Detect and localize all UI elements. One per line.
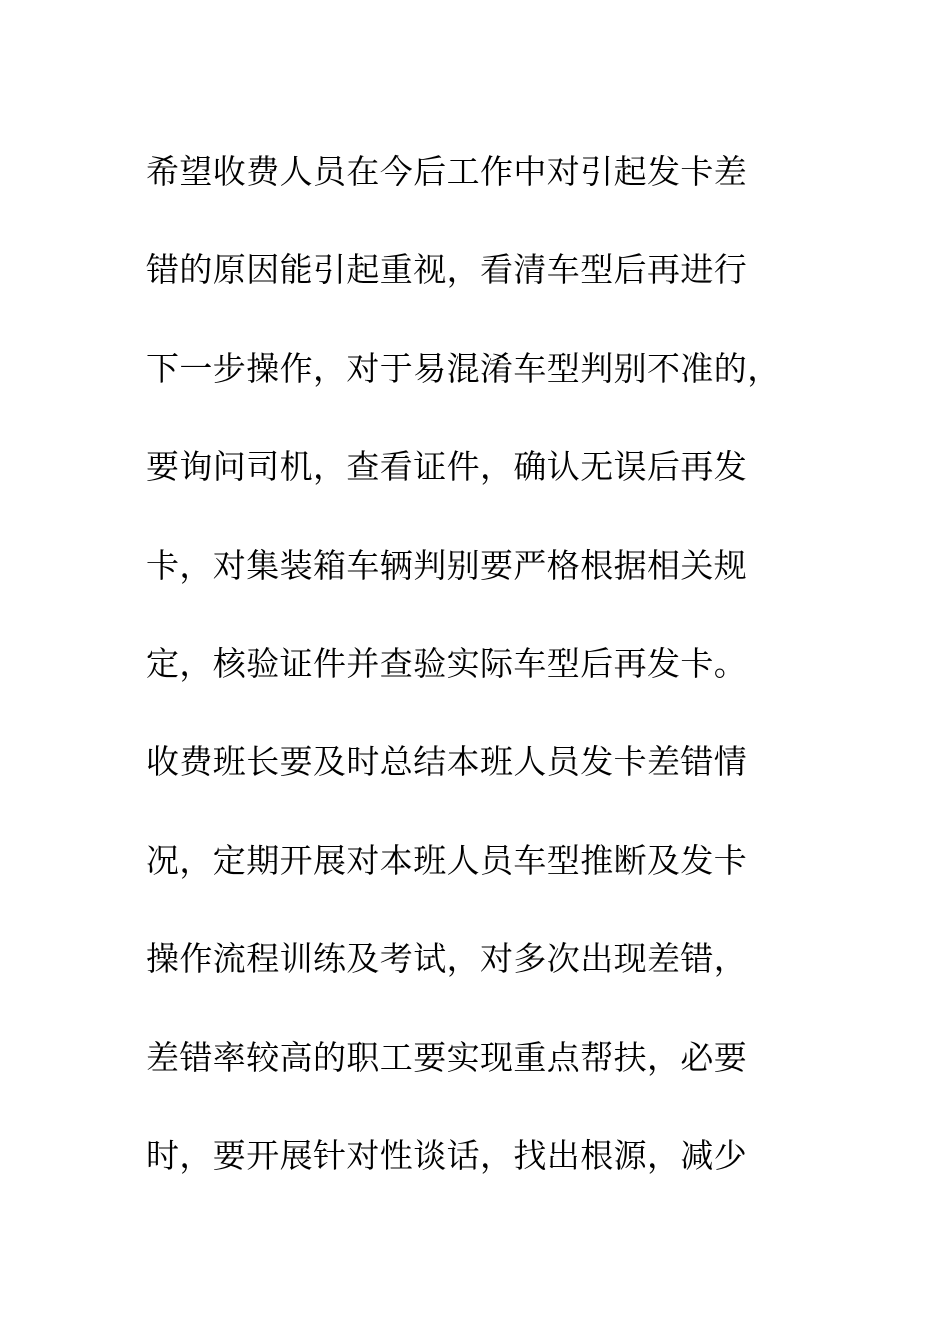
- text-line: 差错率较高的职工要实现重点帮扶，必要: [146, 1037, 748, 1077]
- text-line: 要询问司机，查看证件，确认无误后再发: [146, 447, 748, 487]
- text-line: 希望收费人员在今后工作中对引起发卡差: [146, 152, 748, 191]
- text-line: 操作流程训练及考试，对多次出现差错，: [146, 939, 748, 979]
- text-line: 况，定期开展对本班人员车型推断及发卡: [146, 840, 748, 880]
- body-text: [146, 123, 826, 1205]
- text-line: 收费班长要及时总结本班人员发卡差错情: [146, 742, 748, 782]
- text-line: 时，要开展针对性谈话，找出根源，减少: [146, 1135, 748, 1175]
- text-line: 错的原因能引起重视，看清车型后再进行: [146, 250, 748, 290]
- text-line: 卡，对集装箱车辆判别要严格根据相关规: [146, 545, 748, 585]
- text-line: 定，核验证件并查验实际车型后再发卡。: [146, 643, 748, 683]
- text-line: 下一步操作，对于易混淆车型判别不准的，: [146, 348, 781, 388]
